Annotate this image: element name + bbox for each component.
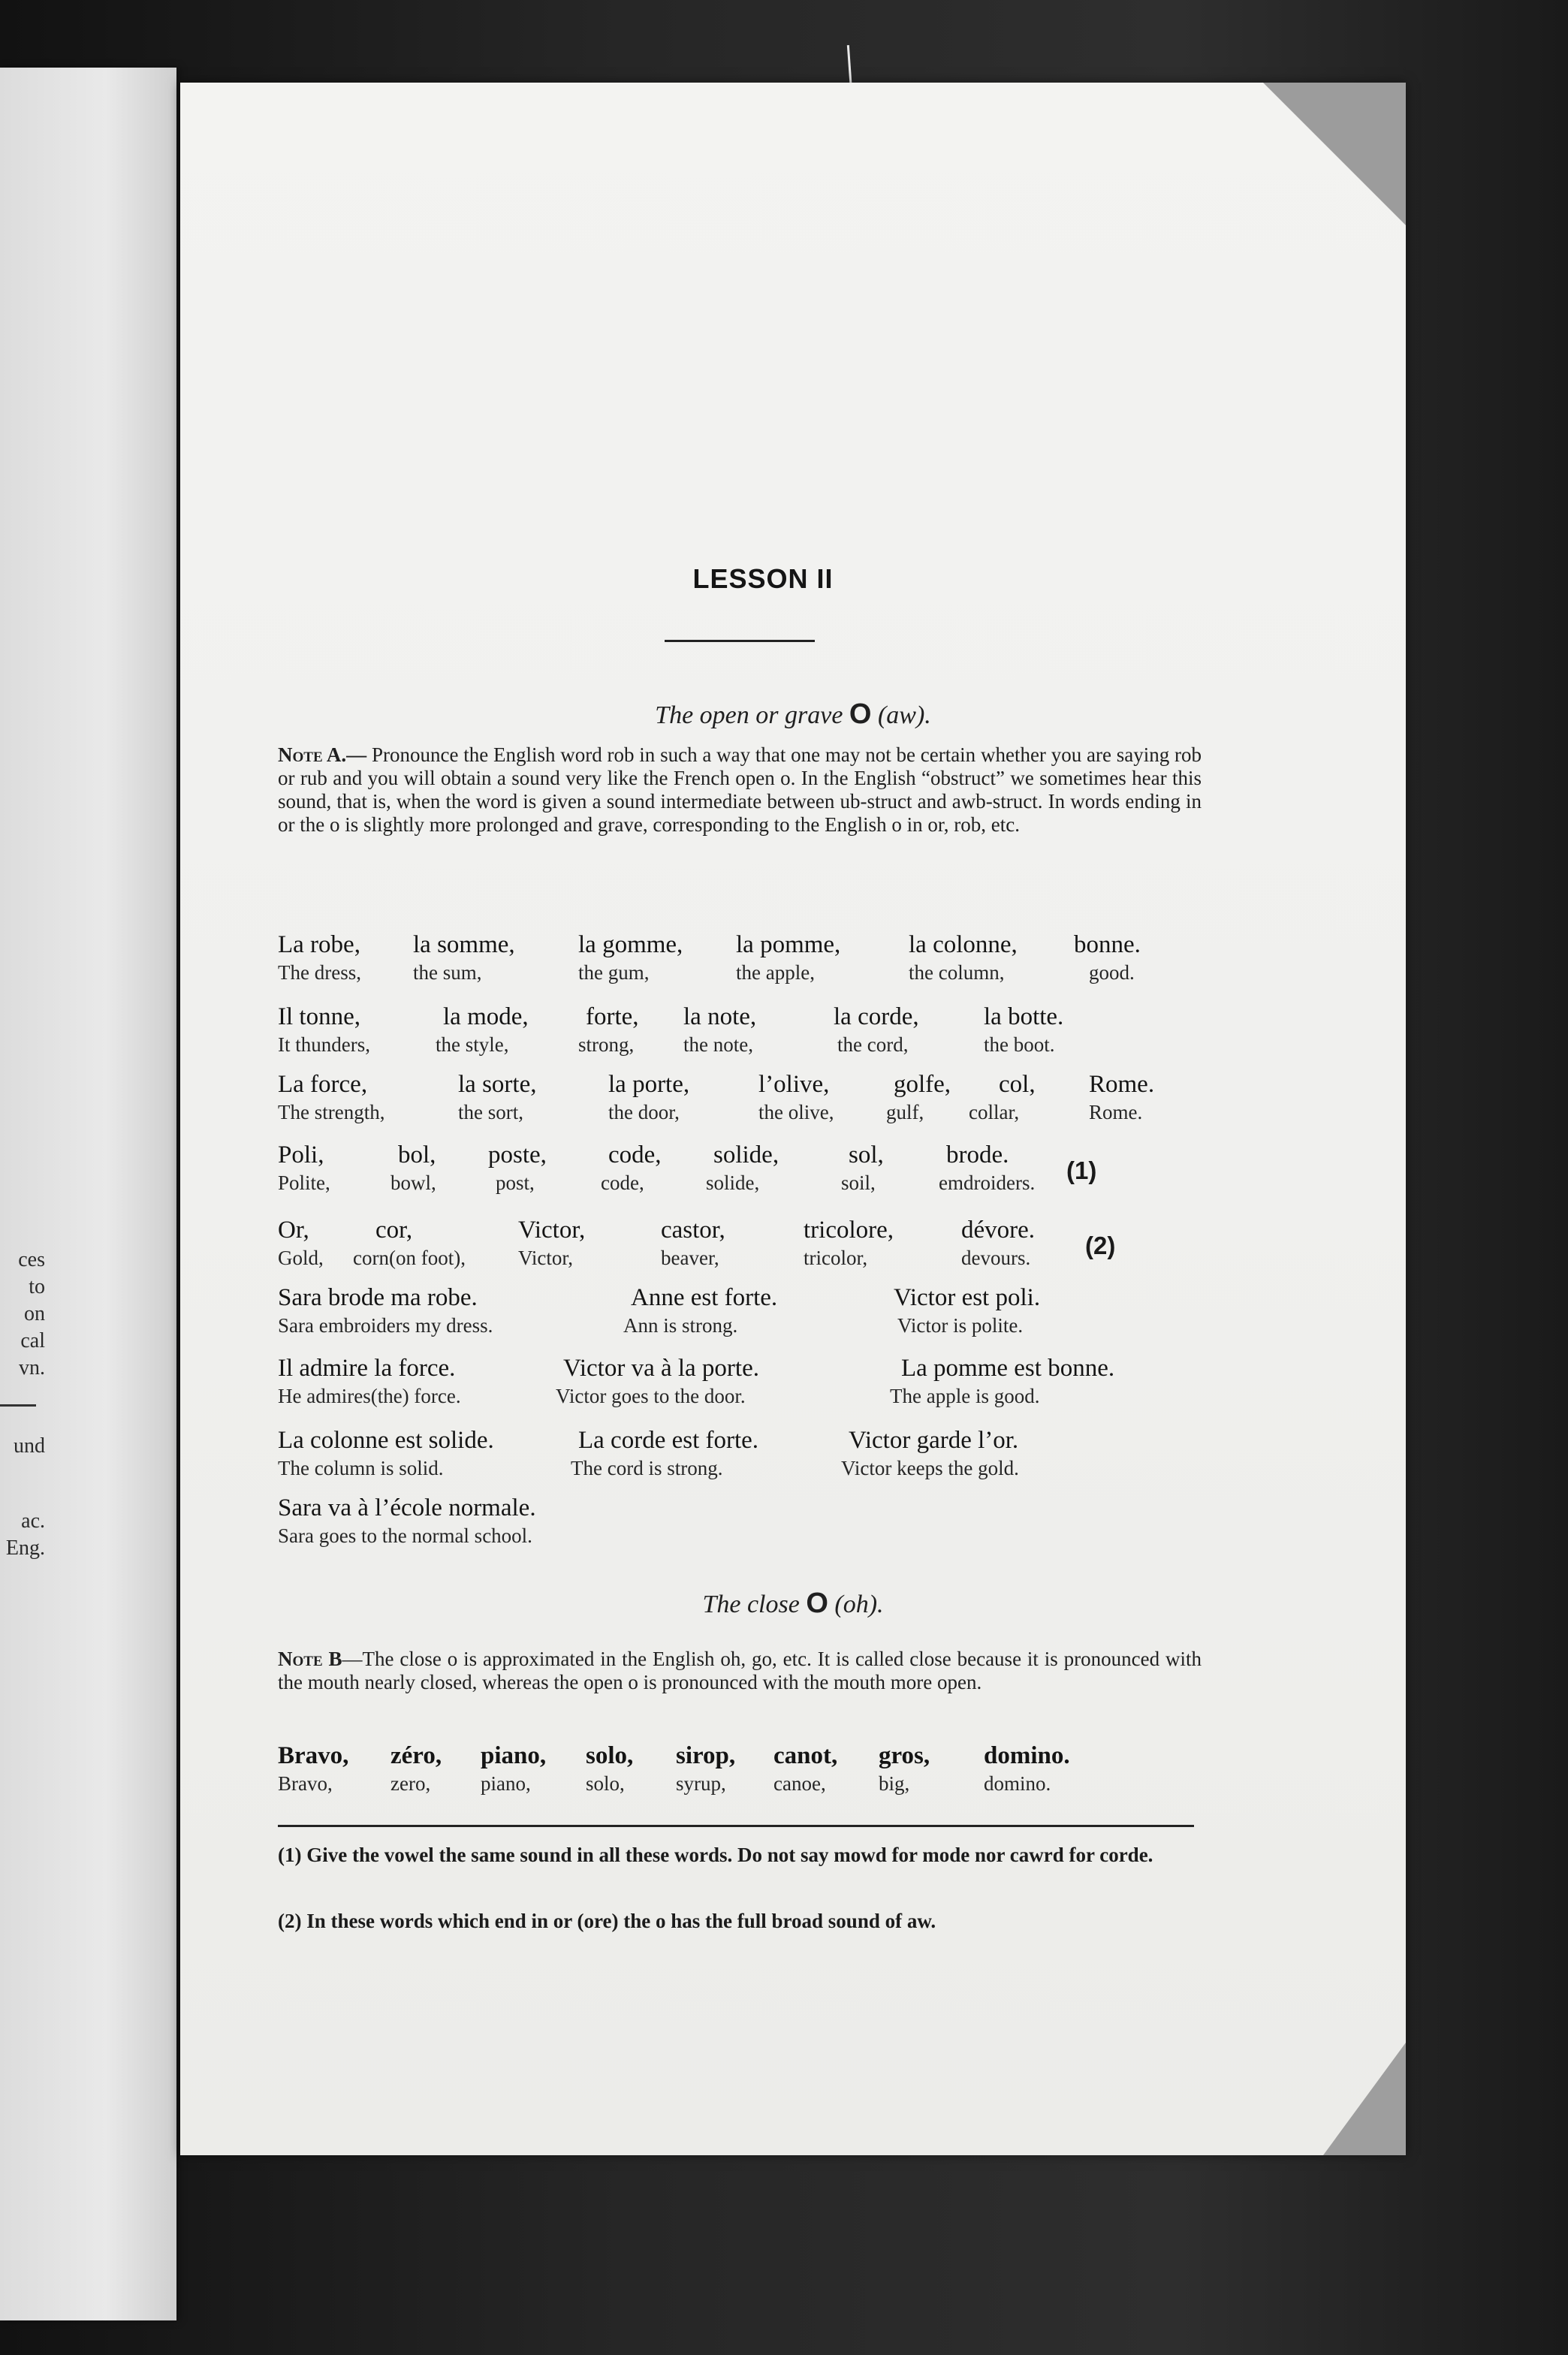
french-word: sirop, <box>676 1742 736 1769</box>
french-sentence: Sara brode ma robe. <box>278 1284 478 1311</box>
vocab-row <box>278 1494 1224 1560</box>
french-word: la porte, <box>608 1071 690 1098</box>
vocab-row <box>278 1003 1224 1069</box>
french-word: la corde, <box>834 1003 919 1030</box>
french-sentence: Sara va à l’école normale. <box>278 1494 536 1521</box>
note-lead: Note A.— <box>278 743 367 766</box>
french-sentence: Victor est poli. <box>894 1284 1041 1311</box>
lesson-title: LESSON II <box>692 563 834 594</box>
french-word: zéro, <box>390 1742 442 1769</box>
heading-sound: (aw). <box>877 701 931 729</box>
english-sentence: Victor is polite. <box>897 1314 1024 1337</box>
english-sentence: He admires(the) force. <box>278 1385 461 1407</box>
english-word: tricolor, <box>804 1247 868 1269</box>
english-word: the door, <box>608 1101 680 1123</box>
english-sentence: Sara embroiders my dress. <box>278 1314 493 1337</box>
french-word: bol, <box>398 1141 436 1168</box>
french-word: bonne. <box>1074 931 1141 958</box>
heading-text: The open or grave <box>655 701 843 729</box>
english-word: the sum, <box>413 961 482 984</box>
english-word: collar, <box>969 1101 1020 1123</box>
french-word: Bravo, <box>278 1742 349 1769</box>
french-word: sol, <box>849 1141 884 1168</box>
english-word: devours. <box>961 1247 1031 1269</box>
english-sentence: Victor goes to the door. <box>556 1385 746 1407</box>
heading-letter: O <box>806 1588 828 1619</box>
english-word: solide, <box>706 1171 760 1194</box>
french-word: la sorte, <box>458 1071 537 1098</box>
section-heading-close-o <box>180 1588 1406 1620</box>
english-word: Polite, <box>278 1171 330 1194</box>
english-word: the cord, <box>837 1033 909 1056</box>
footnote-reference: (1) <box>1066 1156 1097 1184</box>
english-sentence: The cord is strong. <box>571 1457 723 1479</box>
note-b <box>278 1648 1202 1694</box>
book-page <box>180 83 1406 2155</box>
english-word: big, <box>879 1772 910 1795</box>
vocab-row <box>278 931 1224 997</box>
french-word: brode. <box>946 1141 1009 1168</box>
vocab-row <box>278 1355 1224 1421</box>
french-word: castor, <box>661 1217 725 1244</box>
english-word: The dress, <box>278 961 361 984</box>
left-page-rule <box>0 1404 36 1407</box>
english-word: beaver, <box>661 1247 719 1269</box>
section-heading-open-o <box>180 698 1406 731</box>
french-word: l’olive, <box>758 1071 830 1098</box>
english-word: the apple, <box>736 961 815 984</box>
french-sentence: Victor garde l’or. <box>849 1427 1019 1454</box>
english-sentence: The apple is good. <box>890 1385 1040 1407</box>
english-word: gulf, <box>886 1101 924 1123</box>
french-word: la pomme, <box>736 931 841 958</box>
english-word: domino. <box>984 1772 1051 1795</box>
left-page-fragment: on <box>24 1302 45 1325</box>
left-page <box>0 68 176 2320</box>
left-page-fragment: ac. <box>21 1509 45 1533</box>
english-word: Bravo, <box>278 1772 333 1795</box>
english-word: the column, <box>909 961 1005 984</box>
english-word: strong, <box>578 1033 635 1056</box>
french-word: solide, <box>713 1141 779 1168</box>
french-sentence: Anne est forte. <box>631 1284 778 1311</box>
french-sentence: Victor va à la porte. <box>563 1355 759 1382</box>
french-word: poste, <box>488 1141 547 1168</box>
english-sentence: Sara goes to the normal school. <box>278 1524 532 1547</box>
page-corner-top <box>1263 83 1406 225</box>
note-a <box>278 743 1202 837</box>
french-word: la mode, <box>443 1003 529 1030</box>
english-word: It thunders, <box>278 1033 370 1056</box>
french-word: golfe, <box>894 1071 951 1098</box>
footnote-1: (1) Give the vowel the same sound in all these words. Do not say mowd for mode nor cawrd for corde. <box>278 1844 1153 1866</box>
english-word: canoe, <box>773 1772 826 1795</box>
french-word: la botte. <box>984 1003 1064 1030</box>
french-word: Il tonne, <box>278 1003 360 1030</box>
heading-text: The close <box>702 1591 800 1618</box>
left-page-fragment: vn. <box>19 1356 45 1380</box>
left-page-fragment: und <box>14 1434 45 1458</box>
vocab-row <box>278 1217 1224 1283</box>
french-word: La robe, <box>278 931 360 958</box>
english-word: solo, <box>586 1772 625 1795</box>
english-word: Rome. <box>1089 1101 1143 1123</box>
english-word: the note, <box>683 1033 753 1056</box>
left-page-fragment: ces <box>18 1248 45 1271</box>
page-corner-bottom <box>1323 2043 1406 2155</box>
english-word: Gold, <box>278 1247 324 1269</box>
vocab-row <box>278 1141 1224 1208</box>
french-word: canot, <box>773 1742 838 1769</box>
note-text: Pronounce the English word rob in such a way that one may not be certain whether you are saying rob or rub and you will obtain a sound very like the French open o. In the English “obstruct” we sometimes hear this sound, that is, when the word is given a sound intermediate between ub-struct and awb-struct. In words ending in or the o is slightly more prolonged and grave, corresponding to the English o in or, rob, etc. <box>278 743 1202 836</box>
english-word: the olive, <box>758 1101 834 1123</box>
french-word: solo, <box>586 1742 634 1769</box>
english-sentence: The column is solid. <box>278 1457 444 1479</box>
note-lead: Note B <box>278 1648 342 1670</box>
french-word: la note, <box>683 1003 757 1030</box>
french-word: tricolore, <box>804 1217 894 1244</box>
heading-sound: (oh). <box>834 1591 884 1618</box>
french-sentence: La corde est forte. <box>578 1427 759 1454</box>
english-sentence: Victor keeps the gold. <box>841 1457 1019 1479</box>
english-word: the gum, <box>578 961 650 984</box>
english-word: zero, <box>390 1772 431 1795</box>
footnote-reference: (2) <box>1085 1232 1116 1259</box>
english-word: code, <box>601 1171 644 1194</box>
english-word: bowl, <box>390 1171 436 1194</box>
vocab-row <box>278 1284 1224 1350</box>
french-word: la somme, <box>413 931 515 958</box>
english-word: syrup, <box>676 1772 726 1795</box>
note-text: —The close o is approximated in the English oh, go, etc. It is called close because it is pronounced with the mouth nearly closed, whereas the open o is pronounced with the mouth more open. <box>278 1648 1202 1693</box>
french-word: dévore. <box>961 1217 1036 1244</box>
vocab-row <box>278 1427 1224 1493</box>
vocab-row <box>278 1071 1224 1137</box>
left-page-fragment: Eng. <box>5 1536 45 1560</box>
french-word: cor, <box>375 1217 413 1244</box>
left-page-fragment: to <box>29 1275 45 1298</box>
french-word: piano, <box>481 1742 547 1769</box>
french-word: Rome. <box>1089 1071 1155 1098</box>
french-word: domino. <box>984 1742 1070 1769</box>
french-word: la gomme, <box>578 931 683 958</box>
english-sentence: Ann is strong. <box>623 1314 738 1337</box>
footnote-rule <box>278 1825 1194 1827</box>
heading-letter: O <box>849 698 872 730</box>
french-word: forte, <box>586 1003 639 1030</box>
french-word: Poli, <box>278 1141 324 1168</box>
english-word: the sort, <box>458 1101 523 1123</box>
english-word: good. <box>1089 961 1135 984</box>
title-rule <box>665 640 815 642</box>
french-word: La force, <box>278 1071 368 1098</box>
french-word: col, <box>999 1071 1036 1098</box>
french-word: gros, <box>879 1742 930 1769</box>
french-sentence: Il admire la force. <box>278 1355 456 1382</box>
english-word: post, <box>496 1171 535 1194</box>
french-word: Victor, <box>518 1217 586 1244</box>
english-word: corn(on foot), <box>353 1247 466 1269</box>
english-word: piano, <box>481 1772 531 1795</box>
english-word: The strength, <box>278 1101 385 1123</box>
french-word: Or, <box>278 1217 309 1244</box>
french-word: la colonne, <box>909 931 1018 958</box>
left-page-fragment: cal <box>20 1329 45 1352</box>
french-sentence: La pomme est bonne. <box>901 1355 1115 1382</box>
english-word: the style, <box>436 1033 509 1056</box>
french-sentence: La colonne est solide. <box>278 1427 494 1454</box>
english-word: the boot. <box>984 1033 1055 1056</box>
footnote-2: (2) In these words which end in or (ore) the o has the full broad sound of aw. <box>278 1910 936 1932</box>
english-word: Victor, <box>518 1247 574 1269</box>
english-word: soil, <box>841 1171 876 1194</box>
french-word: code, <box>608 1141 662 1168</box>
english-word: emdroiders. <box>939 1171 1036 1194</box>
vocab-row <box>278 1742 1224 1808</box>
